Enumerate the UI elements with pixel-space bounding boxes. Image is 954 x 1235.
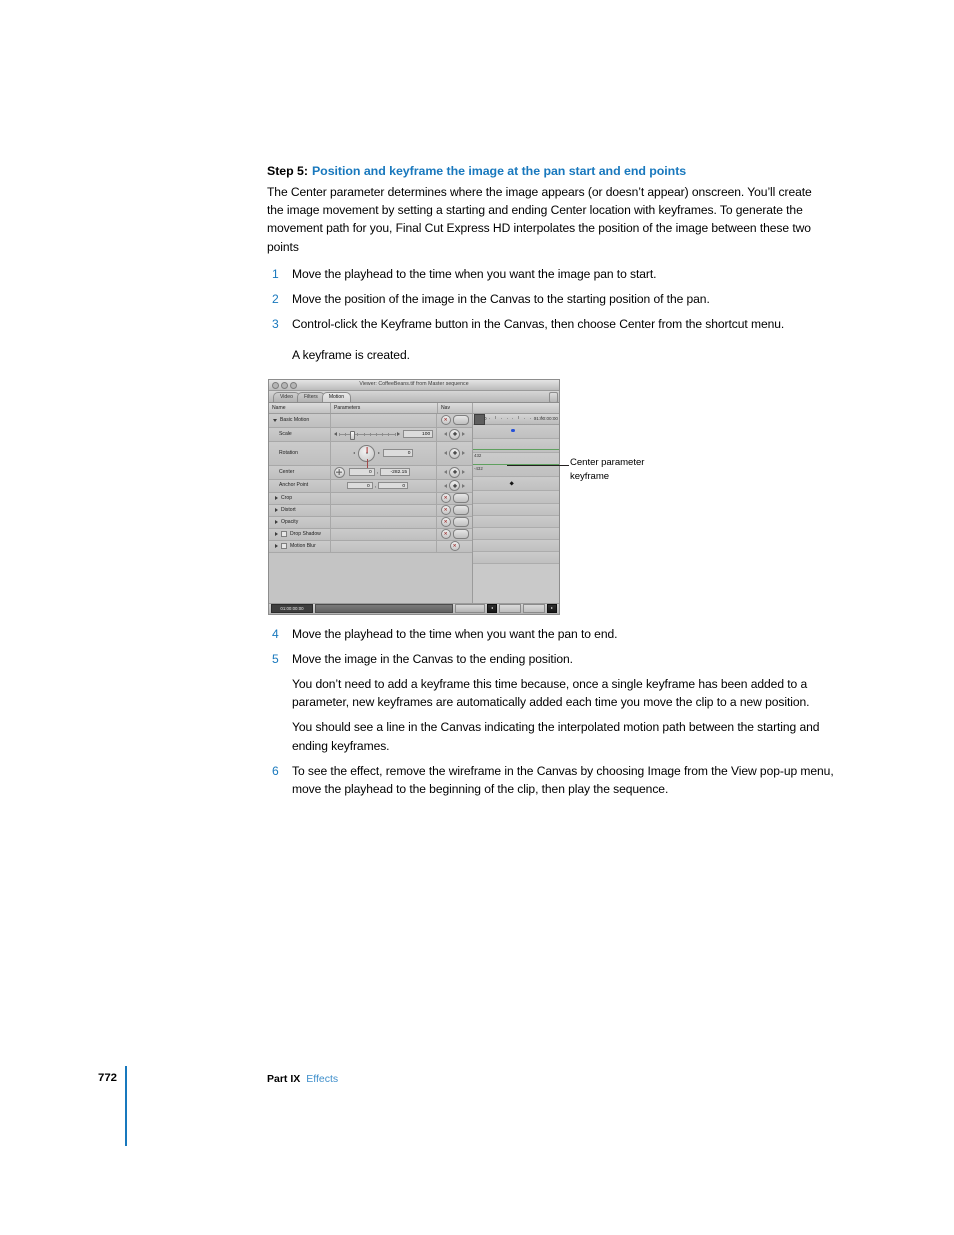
step-heading-label: Step 5: (267, 164, 308, 178)
previous-keyframe-icon[interactable] (444, 470, 447, 474)
column-header-graph (473, 403, 559, 413)
list-item (267, 625, 837, 643)
slider-thumb[interactable] (350, 431, 356, 440)
keyframe-button[interactable] (449, 467, 460, 478)
row-name-cell (269, 414, 331, 427)
row-parameters-cell (331, 466, 437, 479)
current-timecode-field[interactable]: 01:00:00:00 (271, 604, 313, 613)
table-row[interactable] (269, 541, 472, 553)
row-label: Motion Blur (290, 542, 316, 549)
disclosure-triangle-icon[interactable] (275, 520, 278, 524)
list-item (267, 265, 837, 283)
keyframe-menu-button[interactable] (453, 505, 469, 515)
final-cut-viewer-window (268, 379, 560, 615)
list-item (267, 315, 837, 333)
keyframe-menu-button[interactable] (453, 415, 469, 425)
tabbar-scroll-button[interactable] (549, 392, 558, 403)
slider-ticks (339, 433, 395, 437)
next-keyframe-icon[interactable] (462, 451, 465, 455)
list-item-number: 5 (272, 651, 279, 666)
tab-filters[interactable]: Filters (297, 392, 325, 402)
window-title: Viewer: CoffeeBeans.tif from Master sequence (359, 381, 469, 388)
row-name-cell (269, 505, 331, 516)
viewer-footer-bar (269, 603, 559, 614)
footer-section-label: Effects (306, 1073, 339, 1085)
disclosure-triangle-icon[interactable] (275, 532, 278, 536)
row-parameters-cell (331, 517, 437, 528)
row-parameters-cell (331, 529, 437, 540)
list-item (267, 762, 837, 798)
center-point-picker-icon[interactable] (334, 467, 345, 478)
list-item-number: 4 (272, 626, 279, 641)
list-item-text: Move the image in the Canvas to the ending position. (292, 651, 573, 666)
center-x-field[interactable]: 0 (349, 468, 375, 476)
anchor-x-field[interactable]: 0 (347, 482, 373, 490)
row-nav-cell (437, 517, 472, 528)
keyframe-button[interactable] (449, 429, 460, 440)
row-name-cell (269, 517, 331, 528)
row-parameters-cell (331, 414, 437, 427)
row-parameters-cell (331, 442, 437, 465)
anchor-y-field[interactable]: 0 (378, 482, 408, 490)
graph-row-crop[interactable] (473, 504, 559, 516)
list-item (267, 290, 837, 308)
graph-row-drop-shadow[interactable] (473, 540, 559, 552)
row-name-cell (269, 428, 331, 441)
reset-icon[interactable]: ✕ (441, 415, 451, 425)
graph-row-center[interactable] (473, 477, 559, 491)
playback-control-group[interactable] (523, 604, 545, 613)
page-number: 772 (98, 1072, 118, 1084)
table-row[interactable] (269, 414, 472, 428)
row-name-cell (269, 466, 331, 479)
next-keyframe-icon[interactable] (462, 470, 465, 474)
motion-blur-checkbox[interactable] (281, 543, 287, 549)
steps-list-before-figure (267, 265, 837, 334)
content-column (267, 163, 837, 805)
keyframe-menu-button[interactable] (453, 529, 469, 539)
scrubber-bar[interactable] (315, 604, 453, 613)
center-y-field[interactable]: -282.15 (380, 468, 410, 476)
next-keyframe-icon[interactable] (462, 484, 465, 488)
row-nav-cell (437, 529, 472, 540)
row-parameters-cell (331, 428, 437, 441)
row-label: Basic Motion (280, 416, 310, 423)
footer-rule (125, 1066, 127, 1146)
view-control-group[interactable] (499, 604, 521, 613)
column-header-parameters: Parameters (331, 403, 438, 413)
row-label: Distort (281, 506, 296, 513)
timeline-ruler[interactable] (473, 414, 559, 425)
tab-motion[interactable]: Motion (322, 392, 351, 402)
row-nav-cell (437, 541, 472, 552)
row-name-cell (269, 493, 331, 504)
row-parameters-cell (331, 480, 437, 492)
rotation-value-field[interactable]: 0 (383, 449, 413, 457)
row-parameters-cell (331, 505, 437, 516)
note-paragraph-1: You don’t need to add a keyframe this time because, once a single keyframe has been added to a parameter, new keyframes are automatically added each time you move the clip to a new position. (292, 677, 810, 710)
row-parameters-cell (331, 541, 437, 552)
keyframe-menu-button[interactable] (453, 517, 469, 527)
row-label: Crop (281, 494, 293, 501)
graph-row-scale[interactable] (473, 439, 559, 453)
graph-row-anchor-point[interactable] (473, 491, 559, 504)
table-row[interactable] (269, 505, 472, 517)
previous-keyframe-icon[interactable] (444, 432, 447, 436)
drop-shadow-checkbox[interactable] (281, 531, 287, 537)
next-keyframe-icon[interactable] (462, 432, 465, 436)
list-item-number: 1 (272, 266, 279, 281)
step-heading-title: Position and keyframe the image at the pan start and end points (311, 164, 687, 178)
keyframe-button[interactable] (449, 480, 460, 491)
field-separator: , (374, 482, 377, 489)
column-header-row (269, 403, 559, 414)
scale-value-field[interactable]: 100 (403, 430, 433, 438)
row-nav-cell (437, 414, 472, 427)
list-item-text: Move the position of the image in the Canvas to the starting position of the pan. (292, 292, 710, 307)
row-parameters-cell (331, 493, 437, 504)
row-label: Drop Shadow (290, 530, 321, 537)
reset-icon[interactable]: ✕ (441, 493, 451, 503)
callout-leader-line (507, 465, 569, 466)
graph-axis-lower-label: -432 (474, 465, 483, 471)
graph-axis-upper-label: 432 (474, 452, 482, 458)
result-note: A keyframe is created. (292, 348, 410, 363)
row-name-cell (269, 480, 331, 492)
keyframe-menu-button[interactable] (453, 493, 469, 503)
disclosure-triangle-icon[interactable] (275, 496, 278, 500)
row-label: Rotation (279, 449, 298, 456)
list-item-text: Move the playhead to the time when you want the image pan to start. (292, 266, 657, 281)
row-label: Center (279, 468, 295, 475)
table-row[interactable] (269, 517, 472, 529)
row-name-cell (269, 541, 331, 552)
reset-icon[interactable]: ✕ (441, 529, 451, 539)
row-nav-cell (437, 442, 472, 465)
scale-slider[interactable] (334, 431, 400, 438)
slider-left-arrow-icon[interactable] (334, 432, 337, 436)
steps-list-final (267, 762, 837, 798)
previous-keyframe-icon[interactable] (444, 484, 447, 488)
graph-row-opacity[interactable] (473, 528, 559, 540)
row-nav-cell (437, 428, 472, 441)
slider-right-arrow-icon[interactable] (397, 432, 400, 436)
rotation-dial[interactable] (358, 445, 375, 462)
column-header-name: Name (269, 403, 331, 413)
callout-text-line-2: keyframe (570, 471, 610, 483)
ruler-zero-label: 0 (484, 415, 487, 421)
row-nav-cell (437, 493, 472, 504)
row-name-cell (269, 529, 331, 540)
window-titlebar (269, 380, 559, 391)
graph-row-distort[interactable] (473, 516, 559, 528)
row-label: Opacity (281, 518, 299, 525)
table-row[interactable] (269, 480, 472, 493)
list-item-text: To see the effect, remove the wireframe in the Canvas by choosing Image from the View pop-up menu, move the playhead to the beginning of the clip, then play the sequence. (292, 763, 834, 797)
list-item-text: Move the playhead to the time when you want the pan to end. (292, 626, 618, 641)
figure-viewer-window (267, 379, 837, 617)
callout-center-parameter-keyframe (570, 456, 750, 485)
keyframe-graph-pane[interactable] (473, 414, 559, 608)
reset-icon[interactable]: ✕ (450, 541, 460, 551)
steps-list-after-figure (267, 625, 837, 668)
step-heading (267, 163, 837, 179)
tab-video[interactable]: Video (273, 392, 300, 402)
disclosure-triangle-icon[interactable] (275, 544, 278, 548)
row-nav-cell (437, 466, 472, 479)
viewer-body (269, 414, 559, 608)
note-paragraph-2: You should see a line in the Canvas indicating the interpolated motion path between the starting and ending keyframes. (292, 720, 820, 753)
list-item-number: 3 (272, 317, 279, 332)
reset-icon[interactable]: ✕ (441, 505, 451, 515)
table-row[interactable] (269, 428, 472, 442)
row-name-cell (269, 442, 331, 465)
row-nav-cell (437, 505, 472, 516)
table-row[interactable] (269, 442, 472, 466)
viewer-tabbar (269, 391, 559, 403)
graph-rows (473, 425, 559, 564)
previous-keyframe-icon[interactable] (444, 451, 447, 455)
graph-row-basic-motion[interactable] (473, 425, 559, 439)
list-item-number: 2 (272, 292, 279, 307)
keyframe-button[interactable] (449, 448, 460, 459)
row-label: Scale (279, 430, 292, 437)
keyframe-marker-blue[interactable] (511, 429, 515, 433)
rotation-left-arrow-icon[interactable] (353, 452, 355, 454)
callout-text-line-1: Center parameter (570, 456, 645, 468)
footer-breadcrumb (267, 1073, 338, 1085)
graph-row-motion-blur[interactable] (473, 552, 559, 564)
page-footer (0, 1063, 954, 1153)
scroll-right-icon[interactable] (547, 604, 557, 613)
disclosure-triangle-icon[interactable] (275, 508, 278, 512)
row-nav-cell (437, 480, 472, 492)
reset-icon[interactable]: ✕ (441, 517, 451, 527)
table-row[interactable] (269, 493, 472, 505)
keyframe-marker-center[interactable] (509, 481, 514, 486)
table-row[interactable] (269, 529, 472, 541)
rotation-right-arrow-icon[interactable] (378, 452, 380, 454)
list-item (267, 650, 837, 668)
parameter-table (269, 414, 473, 608)
disclosure-triangle-icon[interactable] (273, 419, 277, 422)
list-item-number: 6 (272, 763, 279, 778)
table-row[interactable] (269, 466, 472, 480)
column-header-nav: Nav (438, 403, 473, 413)
footer-part-label: Part IX (267, 1073, 301, 1085)
list-item-text: Control-click the Keyframe button in the Canvas, then choose Center from the shortcut menu. (292, 317, 785, 332)
field-separator: , (376, 469, 379, 476)
scroll-left-icon[interactable] (487, 604, 497, 613)
zoom-control[interactable] (455, 604, 485, 613)
row-label: Anchor Point (279, 482, 309, 489)
ruler-timecode-label: 01:00:00:00 (533, 415, 558, 421)
intro-paragraph: The Center parameter determines where the image appears (or doesn’t appear) onscreen. You’ll create the image movement by setting a starting and ending Center location with keyframes. To generate the movement path for you, Final Cut Express HD interpolates the position of the image between these two points (267, 185, 812, 254)
